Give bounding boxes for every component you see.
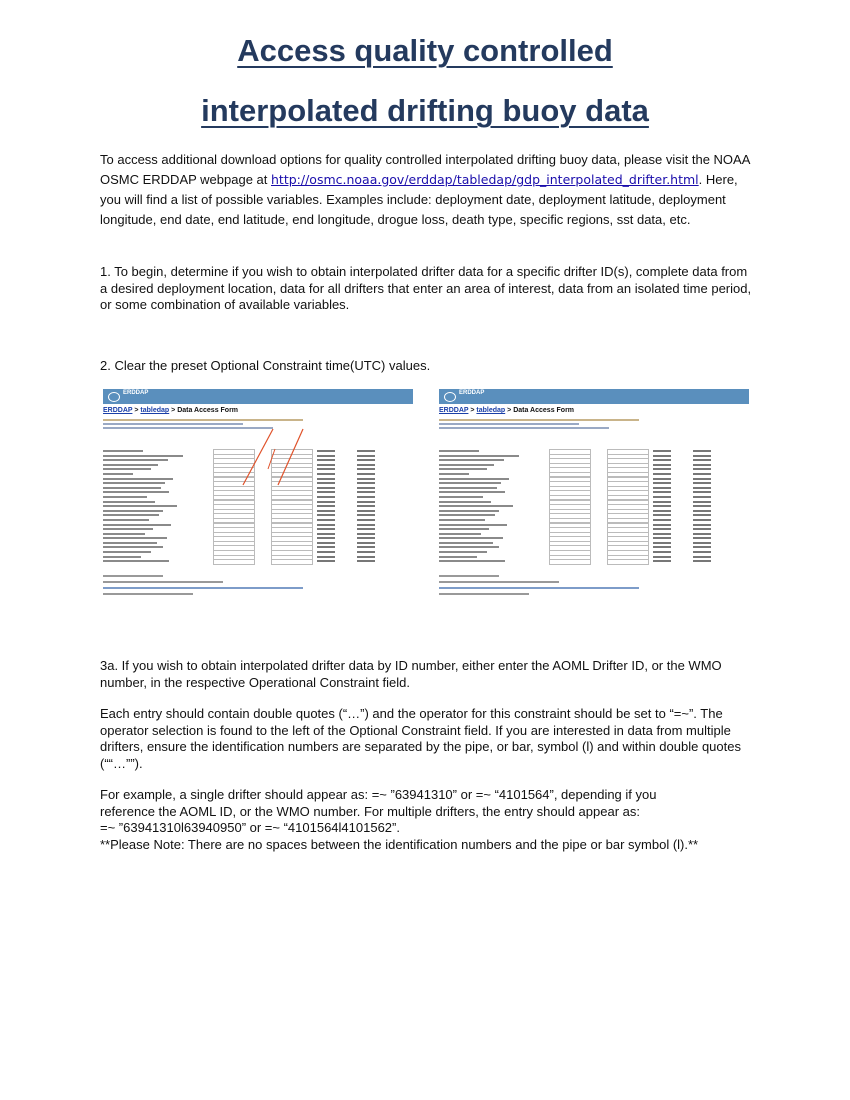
erddap-brand: ERDDAP	[123, 390, 149, 396]
red-arrows	[103, 389, 413, 611]
crumb-form: Data Access Form	[177, 407, 239, 414]
erddap-link[interactable]: http://osmc.noaa.gov/erddap/tabledap/gdp_interpolated_drifter.html	[271, 172, 699, 187]
arrow-line	[278, 429, 303, 485]
step-3a-paragraph: 3a. If you wish to obtain interpolated drifter data by ID number, either enter the AOML Drifter ID, or the WMO number, in the respective Operational Constraint field.	[100, 658, 722, 690]
intro-text-before: To access additional download options for quality controlled interpolated drifting buoy data, please visit the NOAA OSMC ERDDAP webpage at	[100, 152, 750, 187]
crumb-erddap: ERDDAP	[103, 407, 133, 414]
step-2-paragraph: 2. Clear the preset Optional Constraint time(UTC) values.	[100, 358, 431, 373]
intro-text-after: . Here, you will find a list of possible variables. Examples include: deployment date, deployment latitude, deployment longitude, end date, end latitude, end longitude, drogue loss, death type, specific regions, sst data, etc.	[100, 172, 738, 227]
intro-paragraph	[100, 150, 755, 230]
crumb-tabledap: tabledap	[476, 407, 506, 414]
erddap-logo-icon	[444, 392, 456, 402]
erddap-screenshot-left	[103, 389, 413, 611]
crumb-tabledap: tabledap	[140, 407, 170, 414]
crumb-form: Data Access Form	[513, 407, 575, 414]
step-1-paragraph: 1. To begin, determine if you wish to obtain interpolated drifter data for a specific drifter ID(s), complete data from a desired deployment location, data for all drifters that enter an area of interest, data from an isolated time period, or some combination of available variables.	[100, 264, 752, 313]
page-title-line-2: interpolated drifting buoy data	[201, 93, 649, 128]
example-note: **Please Note: There are no spaces between the identification numbers and the pipe or bar symbol (l).**	[100, 836, 699, 852]
erddap-screenshot-right	[439, 389, 749, 611]
page-title-line-1: Access quality controlled	[237, 33, 613, 68]
arrow-line	[243, 429, 273, 485]
example-block	[100, 787, 755, 853]
arrow-line	[268, 449, 275, 469]
dataset-info-lines	[439, 419, 639, 433]
variable-rows	[439, 449, 749, 564]
crumb-erddap: ERDDAP	[439, 407, 469, 414]
erddap-breadcrumb	[439, 407, 574, 414]
example-line-2: reference the AOML ID, or the WMO number. For multiple drifters, the entry should appear as:	[100, 803, 640, 819]
erddap-header-bar	[439, 389, 749, 404]
erddap-brand: ERDDAP	[459, 390, 485, 396]
example-line-3: =~ ”63941310l63940950” or =~ “4101564l4101562”.	[100, 820, 400, 836]
entry-format-paragraph: Each entry should contain double quotes (“…”) and the operator for this constraint should be set to “=~”. The operator selection is found to the left of the Optional Constraint field. If you are interested in data from multiple drifters, ensure the identification numbers are separated by the pipe, or bar, symbol (l) and within double quotes (““…””).	[100, 706, 741, 771]
variable-row	[439, 559, 749, 564]
crumb-sep: >	[468, 407, 477, 414]
crumb-sep: >	[169, 407, 178, 414]
crumb-sep: >	[132, 407, 141, 414]
example-line-1: For example, a single drifter should appear as: =~ ”63941310” or =~ “4101564”, depending if you	[100, 787, 657, 802]
crumb-sep: >	[505, 407, 514, 414]
form-footer	[439, 575, 749, 611]
